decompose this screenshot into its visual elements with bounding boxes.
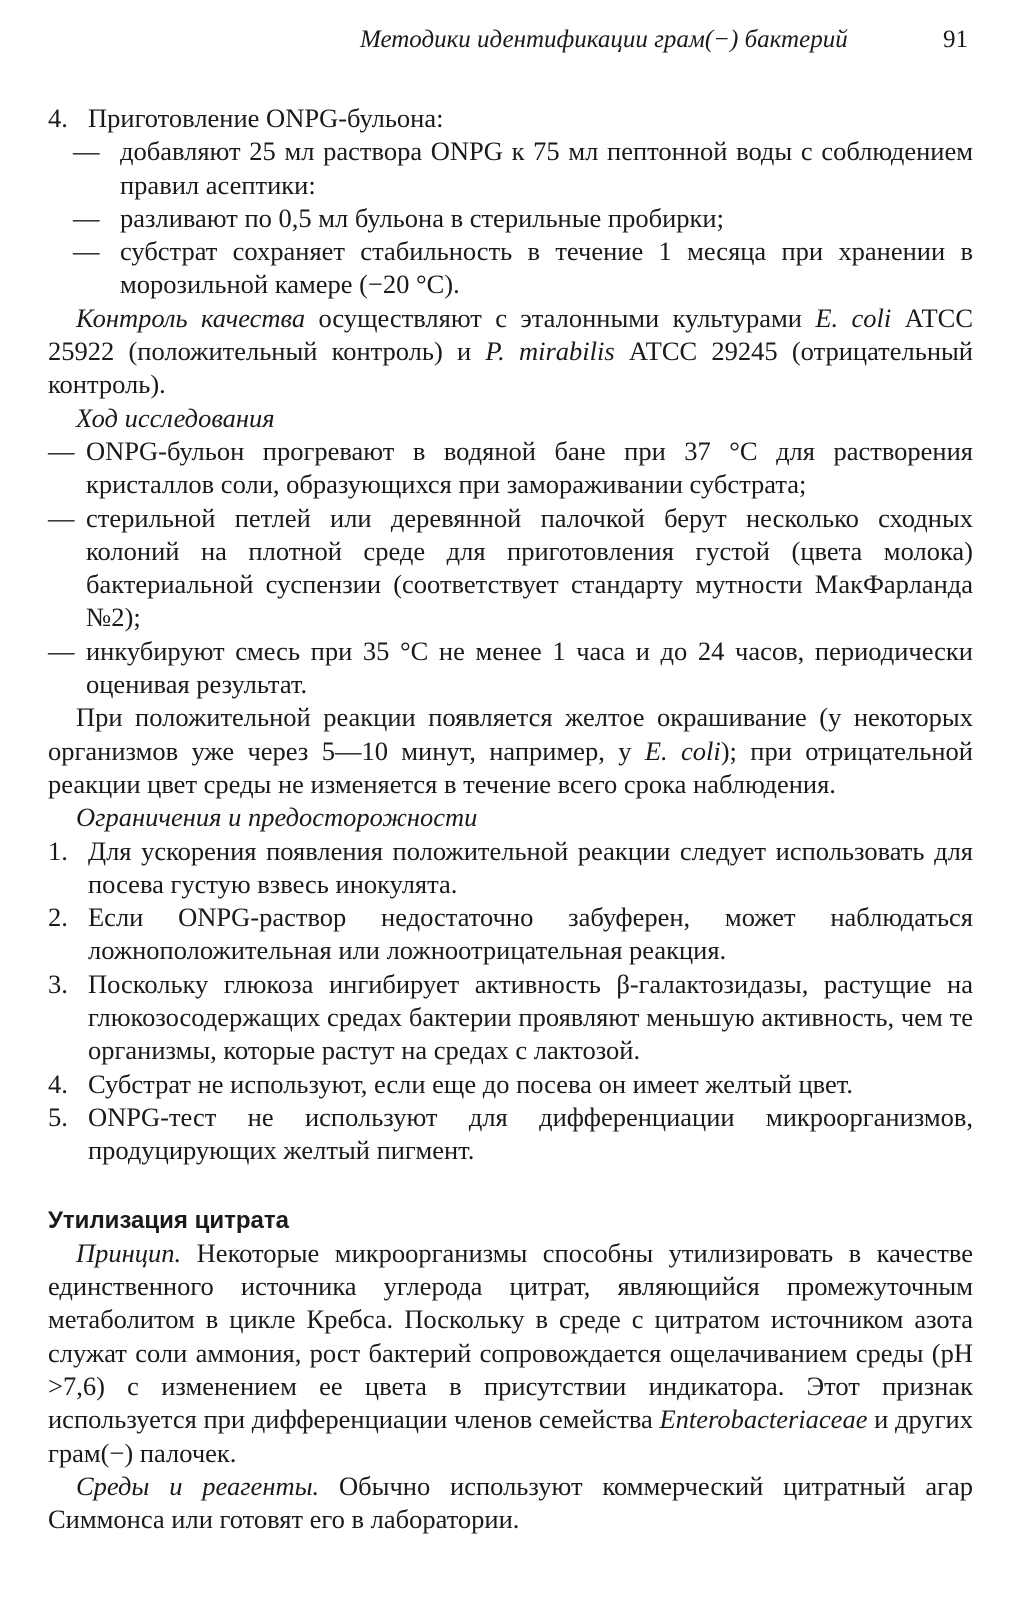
paragraph-text: ); при отрицательной реакции цвет среды не изменяется в течение всего срока наблюдения. [48, 735, 973, 799]
dash-marker: — [48, 635, 75, 666]
running-title: Методики идентификации грам(−) бактерий [360, 26, 848, 54]
limitations-heading [48, 801, 973, 834]
quality-control-paragraph [48, 302, 973, 402]
dash-marker: — [48, 502, 75, 533]
list-item [48, 635, 973, 702]
organism-name: E. coli [815, 302, 892, 333]
numbered-item [48, 901, 973, 968]
procedure-heading [48, 402, 973, 435]
list-item-text: Поскольку глюкоза ингибирует активность β-галактозидазы, растущие на глюкозосодержащих средах бактерии проявляют меньшую активность, чем те организмы, которые растут на средах с лактозой. [88, 968, 973, 1066]
list-item-text: ONPG-бульон прогревают в водяной бане при 37 °С для растворения кристаллов соли, образующихся при замораживании субстрата; [86, 435, 973, 500]
numbered-item [48, 1101, 973, 1168]
organism-name: E. coli [644, 735, 721, 766]
item-number: 3. [48, 968, 68, 999]
numbered-item [48, 1068, 973, 1101]
list-item-text: добавляют 25 мл раствора ONPG к 75 мл пептонной воды с соблюдением правил асептики: [120, 136, 973, 200]
list-item-text: стерильной петлей или деревянной палочкой берут несколько сходных колоний на плотной среде для приготовления густой (цвета молока) бактериальной суспензии (соответствует стандарту мутности МакФарланда №2); [86, 502, 973, 633]
step-title: Приготовление ONPG-бульона: [88, 103, 444, 133]
list-item-text: разливают по 0,5 мл бульона в стерильные пробирки; [120, 202, 724, 233]
media-paragraph [48, 1470, 973, 1537]
item-number: 1. [48, 835, 68, 866]
list-item-text: Если ONPG-раствор недостаточно забуферен, может наблюдаться ложноположительная или ложноотрицательная реакция. [88, 902, 973, 966]
list-item [48, 502, 973, 635]
item-number: 5. [48, 1101, 68, 1132]
organism-name: P. mirabilis [485, 336, 615, 367]
paragraph-text: и других грам(−) палочек. [48, 1404, 973, 1468]
principle-paragraph [48, 1237, 973, 1470]
list-item-text: инкубируют смесь при 35 °С не менее 1 часа и до 24 часов, периодически оценивая результат. [86, 635, 973, 700]
list-item [48, 235, 973, 302]
dash-marker: — [48, 435, 75, 466]
subheading: Ограничения и предосторожности [76, 802, 478, 833]
subheading: Ход исследования [76, 402, 275, 433]
numbered-item [48, 968, 973, 1068]
paragraph-text: Некоторые микроорганизмы способны утилизировать в качестве единственного источника углерода цитрат, являющийся промежуточным метаболитом в цикле Кребса. Поскольку в среде с цитратом источником азота служат соли аммония, рост бактерий сопровождается ощелачиванием среды (pH >7,6) с изменением ее цвета в присутствии индикатора. Этот признак используется при дифференциации членов семейства [48, 1237, 973, 1435]
list-item-text: субстрат сохраняет стабильность в течение 1 месяца при хранении в морозильной камере (−20 °C). [120, 236, 973, 300]
organism-name: Enterobacteriaceae [659, 1404, 868, 1435]
list-item-text: Для ускорения появления положительной реакции следует использовать для посева густую взвесь инокулята. [88, 835, 973, 899]
paragraph-text: При положительной реакции появляется желтое окрашивание (у некоторых организмов уже через 5—10 минут, например, у [48, 702, 973, 766]
paragraph-text: Обычно используют коммерческий цитратный агар Симмонса или готовят его в лаборатории. [48, 1470, 973, 1535]
paragraph-text: осуществляют с эталонными культурами [305, 302, 816, 333]
term-label: Контроль качества [76, 302, 306, 333]
onpg-prep-step [48, 102, 973, 135]
list-item-text: ONPG-тест не используют для дифференциации микроорганизмов, продуцирующих желтый пигмент. [88, 1101, 973, 1166]
item-number: 2. [48, 902, 68, 933]
item-number: 4. [48, 1068, 68, 1099]
result-paragraph [48, 701, 973, 801]
page-content [48, 102, 973, 1536]
page-number: 91 [943, 26, 968, 54]
section-title: Утилизация цитрата [48, 1206, 289, 1234]
dash-marker: — [73, 136, 100, 167]
term-label: Среды и реагенты. [76, 1470, 320, 1501]
list-item [48, 202, 973, 235]
list-item-text: Субстрат не используют, если еще до посева он имеет желтый цвет. [88, 1068, 853, 1099]
term-label: Принцип. [76, 1237, 182, 1268]
running-header [360, 20, 968, 60]
step-number: 4. [48, 103, 68, 133]
dash-marker: — [73, 202, 100, 233]
paragraph-text: АТСС 25922 (положительный контроль) и [48, 302, 973, 367]
dash-marker: — [73, 236, 100, 267]
paragraph-text: АТСС 29245 (отрицательный контроль). [48, 336, 973, 400]
list-item [48, 435, 973, 502]
list-item [48, 135, 973, 202]
numbered-item [48, 835, 973, 902]
